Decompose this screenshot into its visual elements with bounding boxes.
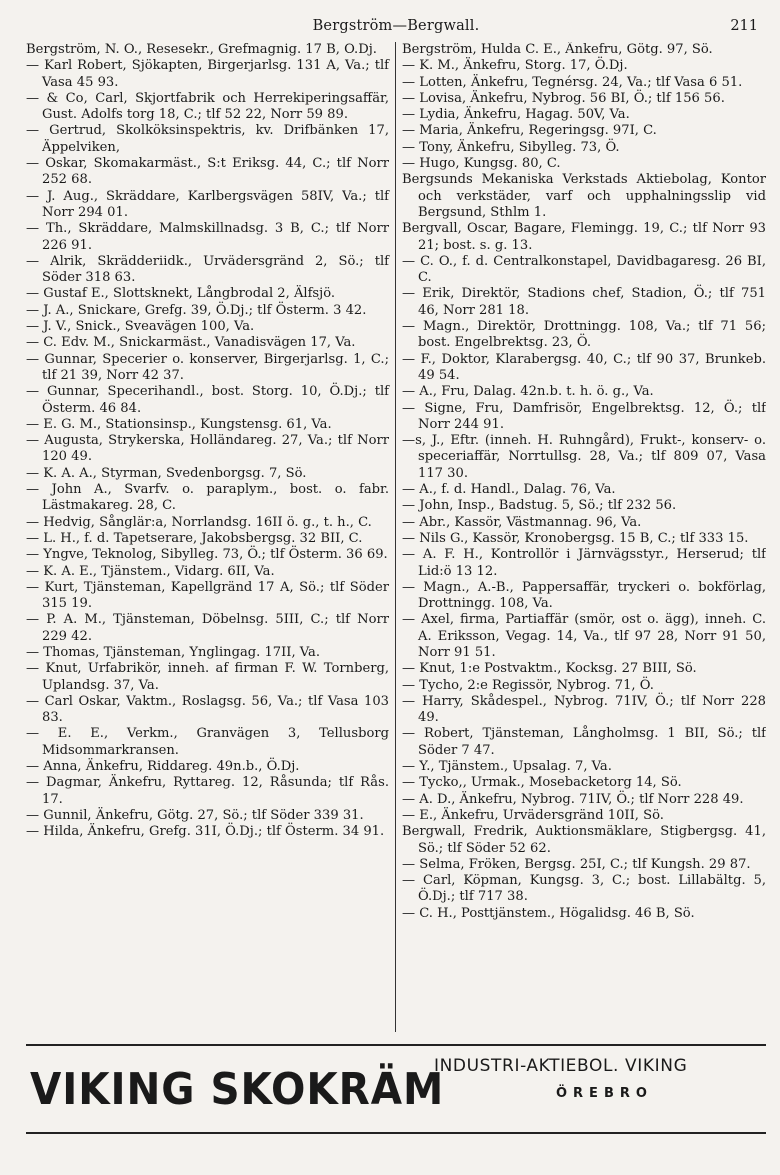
- directory-entry: — K. A. E., Tjänstem., Vidarg. 6II, Va.: [26, 563, 275, 579]
- directory-entry: — Magn., Direktör, Drottningg. 108, Va.; tlf 71 56; bost. Engelbrektsg. 23, Ö.: [402, 319, 766, 351]
- directory-entry: — A. D., Änkefru, Nybrog. 71IV, Ö.; tlf Norr 228 49.: [402, 791, 744, 807]
- directory-entry: — Gunnar, Specerihandl., bost. Storg. 10, Ö.Dj.; tlf Österm. 46 84.: [26, 384, 389, 416]
- directory-entry: — Lovisa, Änkefru, Nybrog. 56 BI, Ö.; tlf 156 56.: [402, 90, 725, 106]
- directory-entry: — C. Edv. M., Snickarmäst., Vanadisvägen 17, Va.: [26, 335, 356, 351]
- directory-entry: — J. V., Snick., Sveavägen 100, Va.: [26, 319, 255, 335]
- directory-entry: — Robert, Tjänsteman, Långholmsg. 1 BII, Sö.; tlf Söder 7 47.: [402, 726, 766, 758]
- directory-entry: — Th., Skräddare, Malmskillnadsg. 3 B, C.; tlf Norr 226 91.: [26, 221, 389, 253]
- directory-entry: — Selma, Fröken, Bergsg. 25I, C.; tlf Kungsh. 29 87.: [402, 856, 751, 872]
- ad-bottom-rule: [26, 1132, 766, 1134]
- right-column: [396, 42, 766, 1032]
- directory-entry: Bergvall, Oscar, Bagare, Flemingg. 19, C.; tlf Norr 93 21; bost. s. g. 13.: [402, 221, 766, 253]
- directory-entry: — Lotten, Änkefru, Tegnérsg. 24, Va.; tlf Vasa 6 51.: [402, 74, 743, 90]
- directory-entry: — & Co, Carl, Skjortfabrik och Herrekiperingsaffär, Gust. Adolfs torg 18, C.; tlf 52 22, Norr 59 89.: [26, 90, 389, 123]
- directory-entry: — E. G. M., Stationsinsp., Kungstensg. 61, Va.: [26, 416, 332, 432]
- page-header: [26, 14, 766, 40]
- directory-entry: — Signe, Fru, Damfrisör, Engelbrektsg. 12, Ö.; tlf Norr 244 91.: [402, 400, 766, 432]
- directory-entry: Bergwall, Fredrik, Auktionsmäklare, Stigbergsg. 41, Sö.; tlf Söder 52 62.: [402, 824, 766, 856]
- directory-entry: — A., f. d. Handl., Dalag. 76, Va.: [402, 482, 616, 498]
- directory-entry: — Karl Robert, Sjökapten, Birgerjarlsg. 131 A, Va.; tlf Vasa 45 93.: [26, 58, 389, 90]
- ad-city: ÖREBRO: [556, 1086, 653, 1101]
- directory-entry: — Alrik, Skrädderiidk., Urvädersgränd 2, Sö.; tlf Söder 318 63.: [26, 253, 389, 286]
- directory-entry: — Erik, Direktör, Stadions chef, Stadion, Ö.; tlf 751 46, Norr 281 18.: [402, 286, 766, 318]
- left-column: [26, 42, 396, 1032]
- directory-page: [26, 14, 766, 1162]
- directory-entry: — Yngve, Teknolog, Sibylleg. 73, Ö.; tlf Österm. 36 69.: [26, 547, 388, 563]
- directory-entry: — P. A. M., Tjänsteman, Döbelnsg. 5III, C.; tlf Norr 229 42.: [26, 612, 389, 644]
- directory-entry: — Oskar, Skomakarmäst., S:t Eriksg. 44, C.; tlf Norr 252 68.: [26, 156, 389, 188]
- directory-entry: — Hilda, Änkefru, Grefg. 31I, Ö.Dj.; tlf Österm. 34 91.: [26, 824, 385, 840]
- directory-entry: — A. F. H., Kontrollör i Järnvägsstyr., Herserud; tlf Lid:ö 13 12.: [402, 547, 766, 579]
- directory-entry: — K. A. A., Styrman, Svedenborgsg. 7, Sö.: [26, 465, 307, 481]
- ad-brand-name: VIKING SKOKRÄM: [30, 1064, 445, 1115]
- directory-entry: — Axel, firma, Partiaffär (smör, ost o. ägg), inneh. C. A. Eriksson, Vegag. 14, Va., tlf 97 28, Norr 91 50, Norr 91 51.: [402, 612, 766, 660]
- directory-entry: — A., Fru, Dalag. 42n.b. t. h. ö. g., Va.: [402, 384, 654, 400]
- directory-entry: — John A., Svarfv. o. paraplym., bost. o. fabr. Lästmakareg. 28, C.: [26, 482, 389, 514]
- ad-company-name: INDUSTRI-AKTIEBOL. VIKING: [434, 1056, 688, 1076]
- ad-top-rule: [26, 1044, 766, 1046]
- directory-entry: Bergström, Hulda C. E., Änkefru, Götg. 97, Sö.: [402, 42, 713, 57]
- directory-entry: — Carl, Köpman, Kungsg. 3, C.; bost. Lillabältg. 5, Ö.Dj.; tlf 717 38.: [402, 873, 766, 905]
- directory-entry: — J. A., Snickare, Grefg. 39, Ö.Dj.; tlf Österm. 3 42.: [26, 302, 367, 318]
- directory-entry: — E. E., Verkm., Granvägen 3, Tellusborg Midsommarkransen.: [26, 726, 389, 758]
- directory-entry: — Tycho, 2:e Regissör, Nybrog. 71, Ö.: [402, 677, 654, 693]
- directory-entry: — J. Aug., Skräddare, Karlbergsvägen 58IV, Va.; tlf Norr 294 01.: [26, 188, 389, 220]
- advertisement-banner: [26, 1044, 766, 1154]
- directory-entry: — F., Doktor, Klarabergsg. 40, C.; tlf 90 37, Brunkeb. 49 54.: [402, 351, 766, 383]
- directory-entry: Bergsunds Mekaniska Verkstads Aktiebolag, Kontor och verkstäder, varf och upphalningsslip vid Bergsund, Sthlm 1.: [402, 172, 766, 220]
- directory-entry: — C. O., f. d. Centralkonstapel, Davidbagaresg. 26 BI, C.: [402, 253, 766, 286]
- directory-entry: — Nils G., Kassör, Kronobergsg. 15 B, C.; tlf 333 15.: [402, 530, 749, 546]
- running-title: Bergström—Bergwall.: [312, 18, 480, 34]
- directory-entry: — Kurt, Tjänsteman, Kapellgränd 17 A, Sö.; tlf Söder 315 19.: [26, 579, 389, 612]
- directory-entry: — Y., Tjänstem., Upsalag. 7, Va.: [402, 759, 612, 775]
- directory-entry: — Tycko,, Urmak., Mosebacketorg 14, Sö.: [402, 775, 682, 791]
- directory-entry: — Gertrud, Skolköksinspektris, kv. Drifbänken 17, Äppelviken,: [26, 123, 389, 155]
- directory-entry: — L. H., f. d. Tapetserare, Jakobsbergsg. 32 BII, C.: [26, 530, 363, 546]
- directory-entry: — K. M., Änkefru, Storg. 17, Ö.Dj.: [402, 58, 628, 74]
- directory-columns: [26, 42, 766, 1032]
- directory-entry: — Augusta, Strykerska, Holländareg. 27, Va.; tlf Norr 120 49.: [26, 433, 389, 465]
- directory-entry: — Knut, Urfabrikör, inneh. af firman F. W. Tornberg, Uplandsg. 37, Va.: [26, 661, 389, 693]
- directory-entry: — Gustaf E., Slottsknekt, Långbrodal 2, Älfsjö.: [26, 286, 336, 302]
- directory-entry: — C. H., Posttjänstem., Högalidsg. 46 B, Sö.: [402, 905, 695, 921]
- directory-entry: — Knut, 1:e Postvaktm., Kocksg. 27 BIII, Sö.: [402, 661, 697, 677]
- directory-entry: — Carl Oskar, Vaktm., Roslagsg. 56, Va.; tlf Vasa 103 83.: [26, 693, 389, 726]
- directory-entry: — John, Insp., Badstug. 5, Sö.; tlf 232 56.: [402, 498, 677, 514]
- directory-entry: Bergström, N. O., Resesekr., Grefmagnig. 17 B, Ö.Dj.: [26, 42, 377, 57]
- directory-entry: — Dagmar, Änkefru, Ryttareg. 12, Råsunda; tlf Rås. 17.: [26, 775, 389, 807]
- directory-entry: — Abr., Kassör, Västmannag. 96, Va.: [402, 514, 642, 530]
- directory-entry: — Harry, Skådespel., Nybrog. 71IV, Ö.; tlf Norr 228 49.: [402, 693, 766, 726]
- directory-entry: — E., Änkefru, Urvädersgränd 10II, Sö.: [402, 807, 664, 823]
- directory-entry: — Thomas, Tjänsteman, Ynglingag. 17II, Va.: [26, 644, 321, 660]
- directory-entry: — Magn., A.-B., Pappersaffär, tryckeri o. bokförlag, Drottningg. 108, Va.: [402, 579, 766, 612]
- directory-entry: — Gunnar, Specerier o. konserver, Birgerjarlsg. 1, C.; tlf 21 39, Norr 42 37.: [26, 351, 389, 383]
- directory-entry: — Lydia, Änkefru, Hagag. 50V, Va.: [402, 107, 630, 123]
- directory-entry: — Tony, Änkefru, Sibylleg. 73, Ö.: [402, 139, 620, 155]
- page-number: 211: [730, 18, 758, 34]
- directory-entry: —s, J., Eftr. (inneh. H. Ruhngård), Frukt-, konserv- o. speceriaffär, Norrtullsg. 28, Va.; tlf 809 07, Vasa 117 30.: [402, 433, 766, 481]
- directory-entry: — Hedvig, Sånglär:a, Norrlandsg. 16II ö. g., t. h., C.: [26, 514, 372, 530]
- directory-entry: — Gunnil, Änkefru, Götg. 27, Sö.; tlf Söder 339 31.: [26, 807, 364, 823]
- directory-entry: — Maria, Änkefru, Regeringsg. 97I, C.: [402, 123, 657, 139]
- directory-entry: — Hugo, Kungsg. 80, C.: [402, 156, 561, 172]
- directory-entry: — Anna, Änkefru, Riddareg. 49n.b., Ö.Dj.: [26, 759, 300, 775]
